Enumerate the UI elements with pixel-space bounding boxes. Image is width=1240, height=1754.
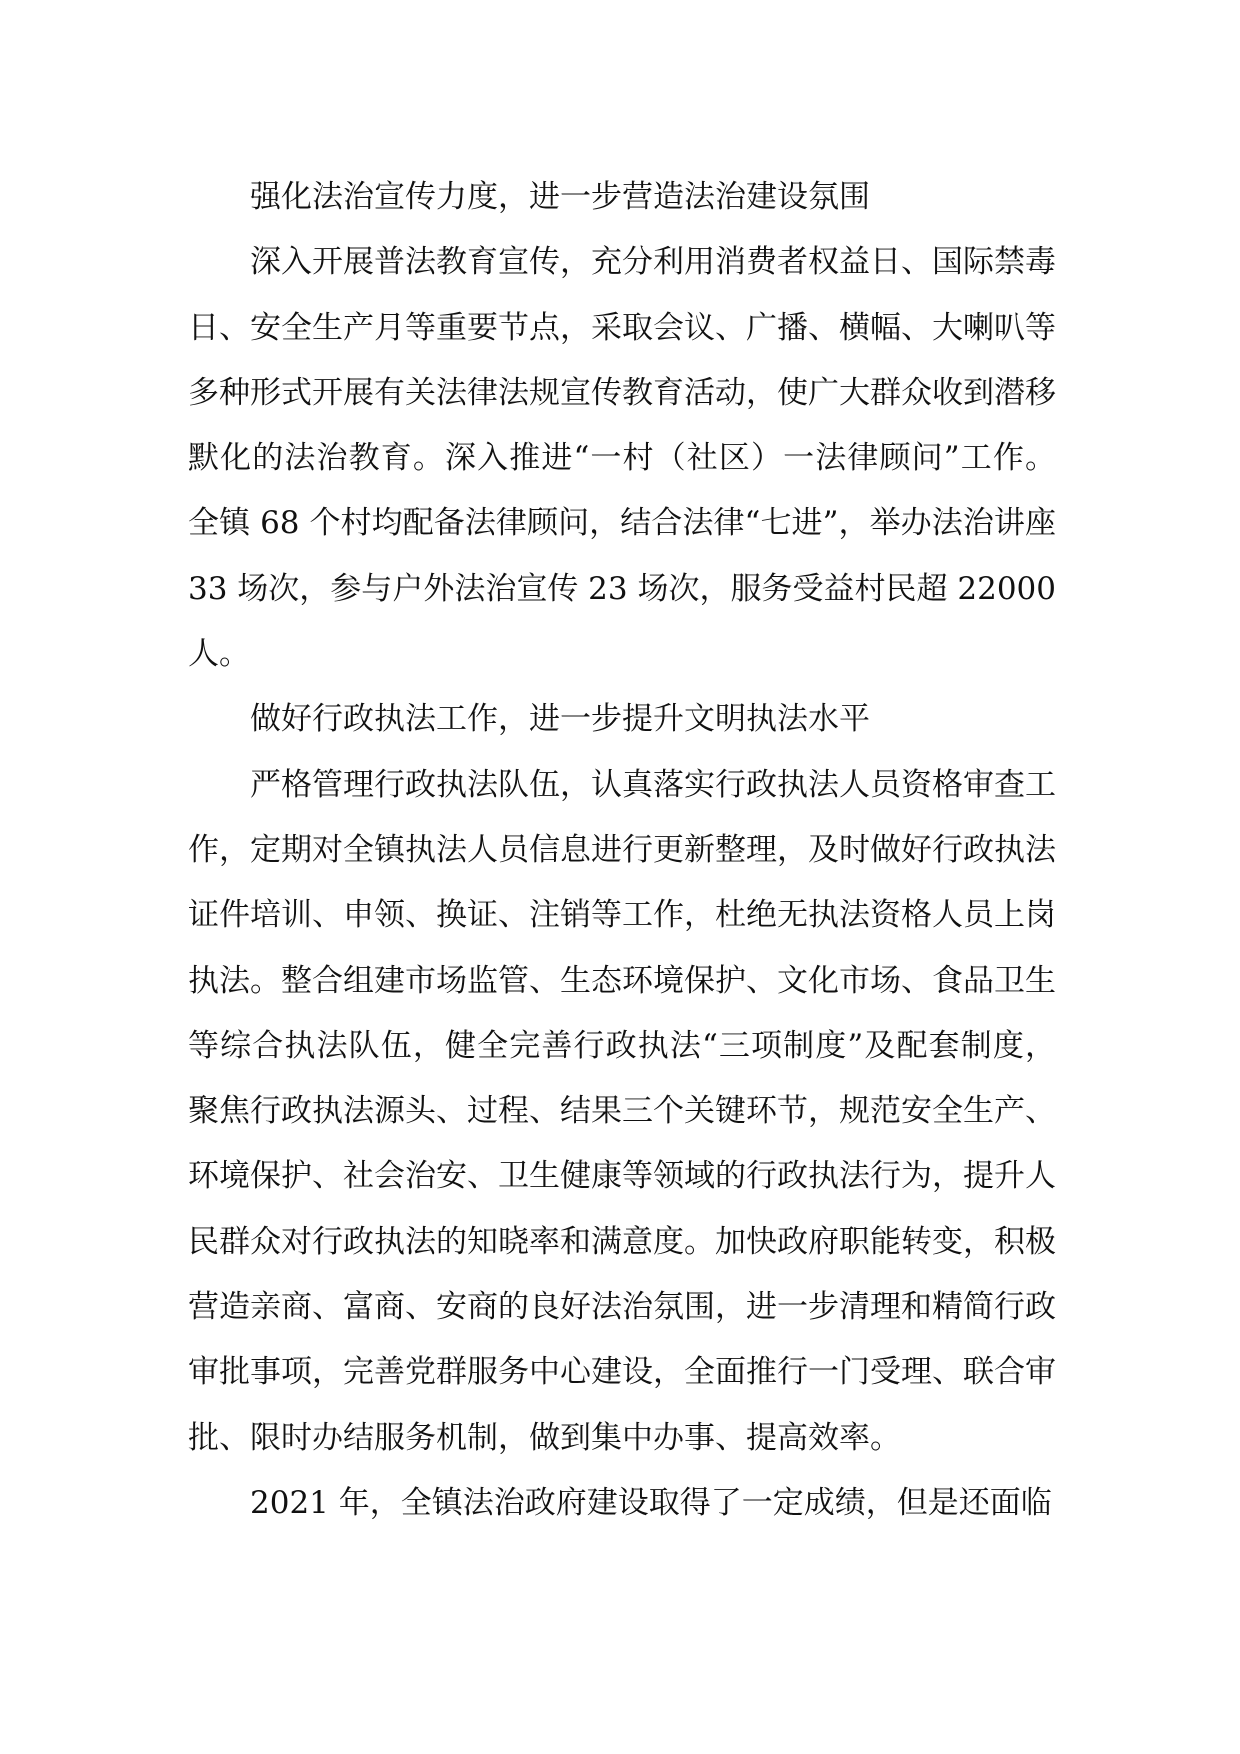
document-page [188,165,1066,1536]
line: 府职能转变，积极营造亲商、富商、安商的良好法治氛围，进 [188,1223,1056,1326]
line: 问”工作。全镇 68 个村均配备法律顾问，结合法律“七进”， [188,440,1056,542]
line: 提高效率。 [746,1419,901,1456]
line: 配套制度，聚焦行政执法源头、过程、结果三个关键环节，规 [188,1027,1057,1130]
section-heading-legal-publicity: 强化法治宣传力度，进一步营造法治建设氛围 [250,179,870,215]
paragraph-legal-publicity [188,230,1066,687]
line: 范安全生产、环境保护、社会治安、卫生健康等领域的行政执 [188,1093,1056,1195]
line: 叭等多种形式开展有关法律法规宣传教育活动，使广大群众收 [188,309,1056,411]
line: 执法证件培训、申领、换证、注销等工作，杜绝无执法资格人 [188,831,1056,934]
line: 毒日、安全生产月等重要节点，采取会议、广播、横幅、大喇 [188,244,1056,346]
line: 员上岗执法。整合组建市场监管、生态环境保护、文化市场、 [188,897,1056,999]
section-heading-administrative-enforcement: 做好行政执法工作，进一步提升文明执法水平 [250,701,870,738]
line: 食品卫生等综合执法队伍，健全完善行政执法“三项制度”及 [188,962,1056,1064]
line: 举办法治讲座 33 场次，参与户外法治宣传 23 场次，服务受益 [188,505,1066,607]
line: 推行一门受理、联合审批、限时办结服务机制，做到集中办事、 [188,1354,1056,1456]
line: 村民超 22000 人。 [188,570,1066,673]
line: 到潜移默化的法治教育。深入推进“一村（社区）一法律顾 [188,374,1056,477]
paragraph-2021-summary: 2021 年，全镇法治政府建设取得了一定成绩，但是还面临 [250,1484,1052,1521]
line: 一步清理和精简行政审批事项，完善党群服务中心建设，全面 [188,1289,1056,1391]
line: 深入开展普法教育宣传，充分利用消费者权益日、国际禁 [250,244,1025,281]
paragraph-administrative-enforcement [188,753,1056,1471]
line: 工作，定期对全镇执法人员信息进行更新整理，及时做好行政 [188,766,1056,868]
line: 法行为，提升人民群众对行政执法的知晓率和满意度。加快政 [188,1158,1056,1260]
line: 严格管理行政执法队伍，认真落实行政执法人员资格审查 [250,766,1025,803]
